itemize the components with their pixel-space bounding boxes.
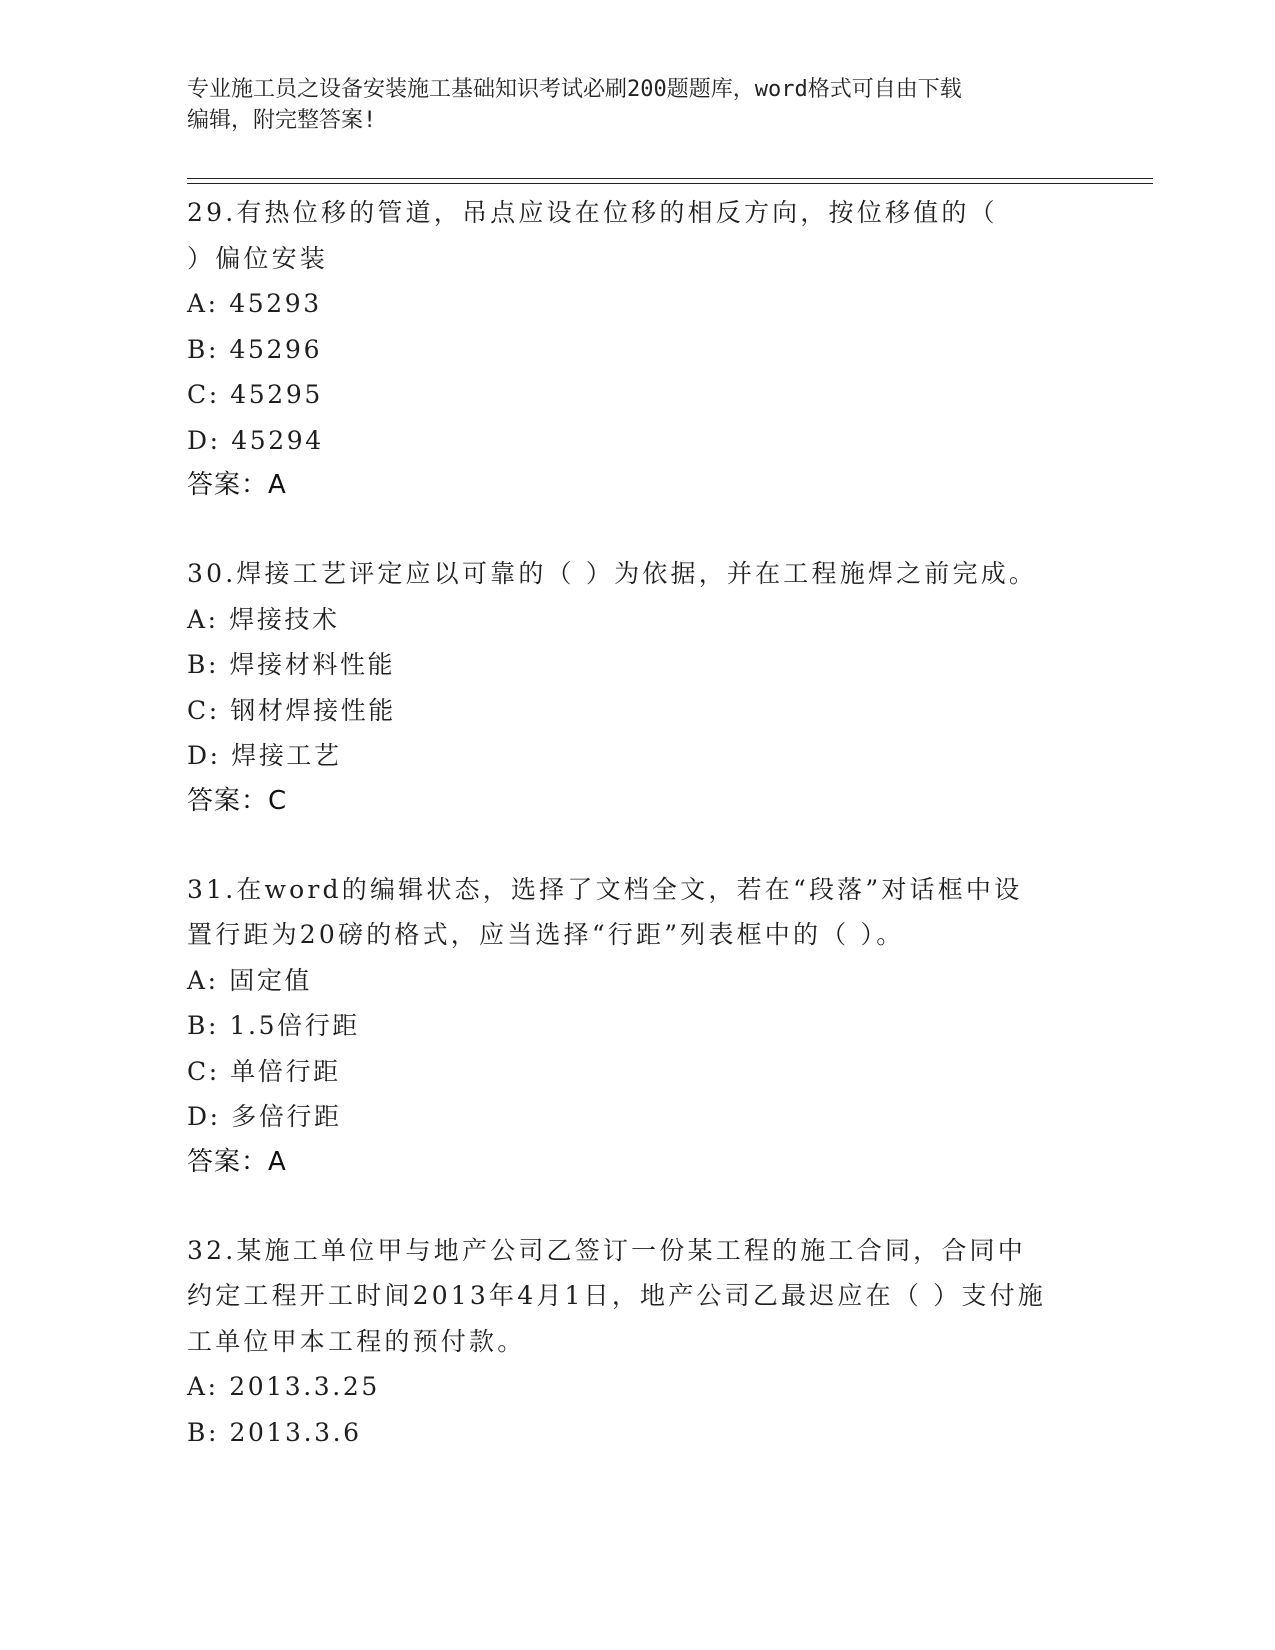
question-text: 30.焊接工艺评定应以可靠的（ ）为依据，并在工程施焊之前完成。 — [187, 559, 1038, 588]
answer-label: 答案：C — [187, 785, 288, 816]
question-29 — [187, 190, 1087, 507]
question-list — [187, 190, 1087, 1455]
option-b: B: 45296 — [187, 334, 323, 364]
option-b: B: 2013.3.6 — [187, 1417, 362, 1447]
question-31 — [187, 867, 1087, 1184]
option-c: C: 单倍行距 — [187, 1056, 341, 1086]
option-d: D: 45294 — [187, 425, 324, 455]
header-line-1: 专业施工员之设备安装施工基础知识考试必刷200题题库，word格式可自由下载 — [187, 77, 962, 102]
option-c: C: 钢材焊接性能 — [187, 695, 396, 725]
question-30 — [187, 551, 1087, 823]
header-divider-bottom — [187, 183, 1153, 184]
option-a: A: 固定值 — [187, 965, 313, 995]
header-line-2: 编辑，附完整答案! — [187, 108, 377, 133]
option-a: A: 45293 — [187, 289, 322, 318]
answer-label: 答案：A — [187, 470, 287, 500]
document-header — [187, 74, 1067, 136]
option-d: D: 焊接工艺 — [187, 741, 342, 770]
question-text: 31.在word的编辑状态，选择了文档全文，若在“段落”对话框中设置行距为20磅的格式，应当选择“行距”列表框中的（ ）。 — [187, 874, 1023, 949]
option-b: B: 1.5倍行距 — [187, 1011, 360, 1040]
option-a: A: 2013.3.25 — [187, 1372, 380, 1401]
option-c: C: 45295 — [187, 380, 323, 409]
option-a: A: 焊接技术 — [187, 604, 340, 634]
option-d: D: 多倍行距 — [187, 1102, 342, 1131]
question-text: 32.某施工单位甲与地产公司乙签订一份某工程的施工合同，合同中约定工程开工时间2013年4月1日，地产公司乙最迟应在（ ）支付施工单位甲本工程的预付款。 — [187, 1235, 1046, 1356]
option-b: B: 焊接材料性能 — [187, 650, 396, 679]
answer-label: 答案：A — [187, 1146, 287, 1177]
question-text: 29.有热位移的管道，吊点应设在位移的相反方向，按位移值的（ ）偏位安装 — [187, 198, 998, 273]
question-32 — [187, 1228, 1087, 1456]
header-divider-top — [187, 178, 1153, 179]
